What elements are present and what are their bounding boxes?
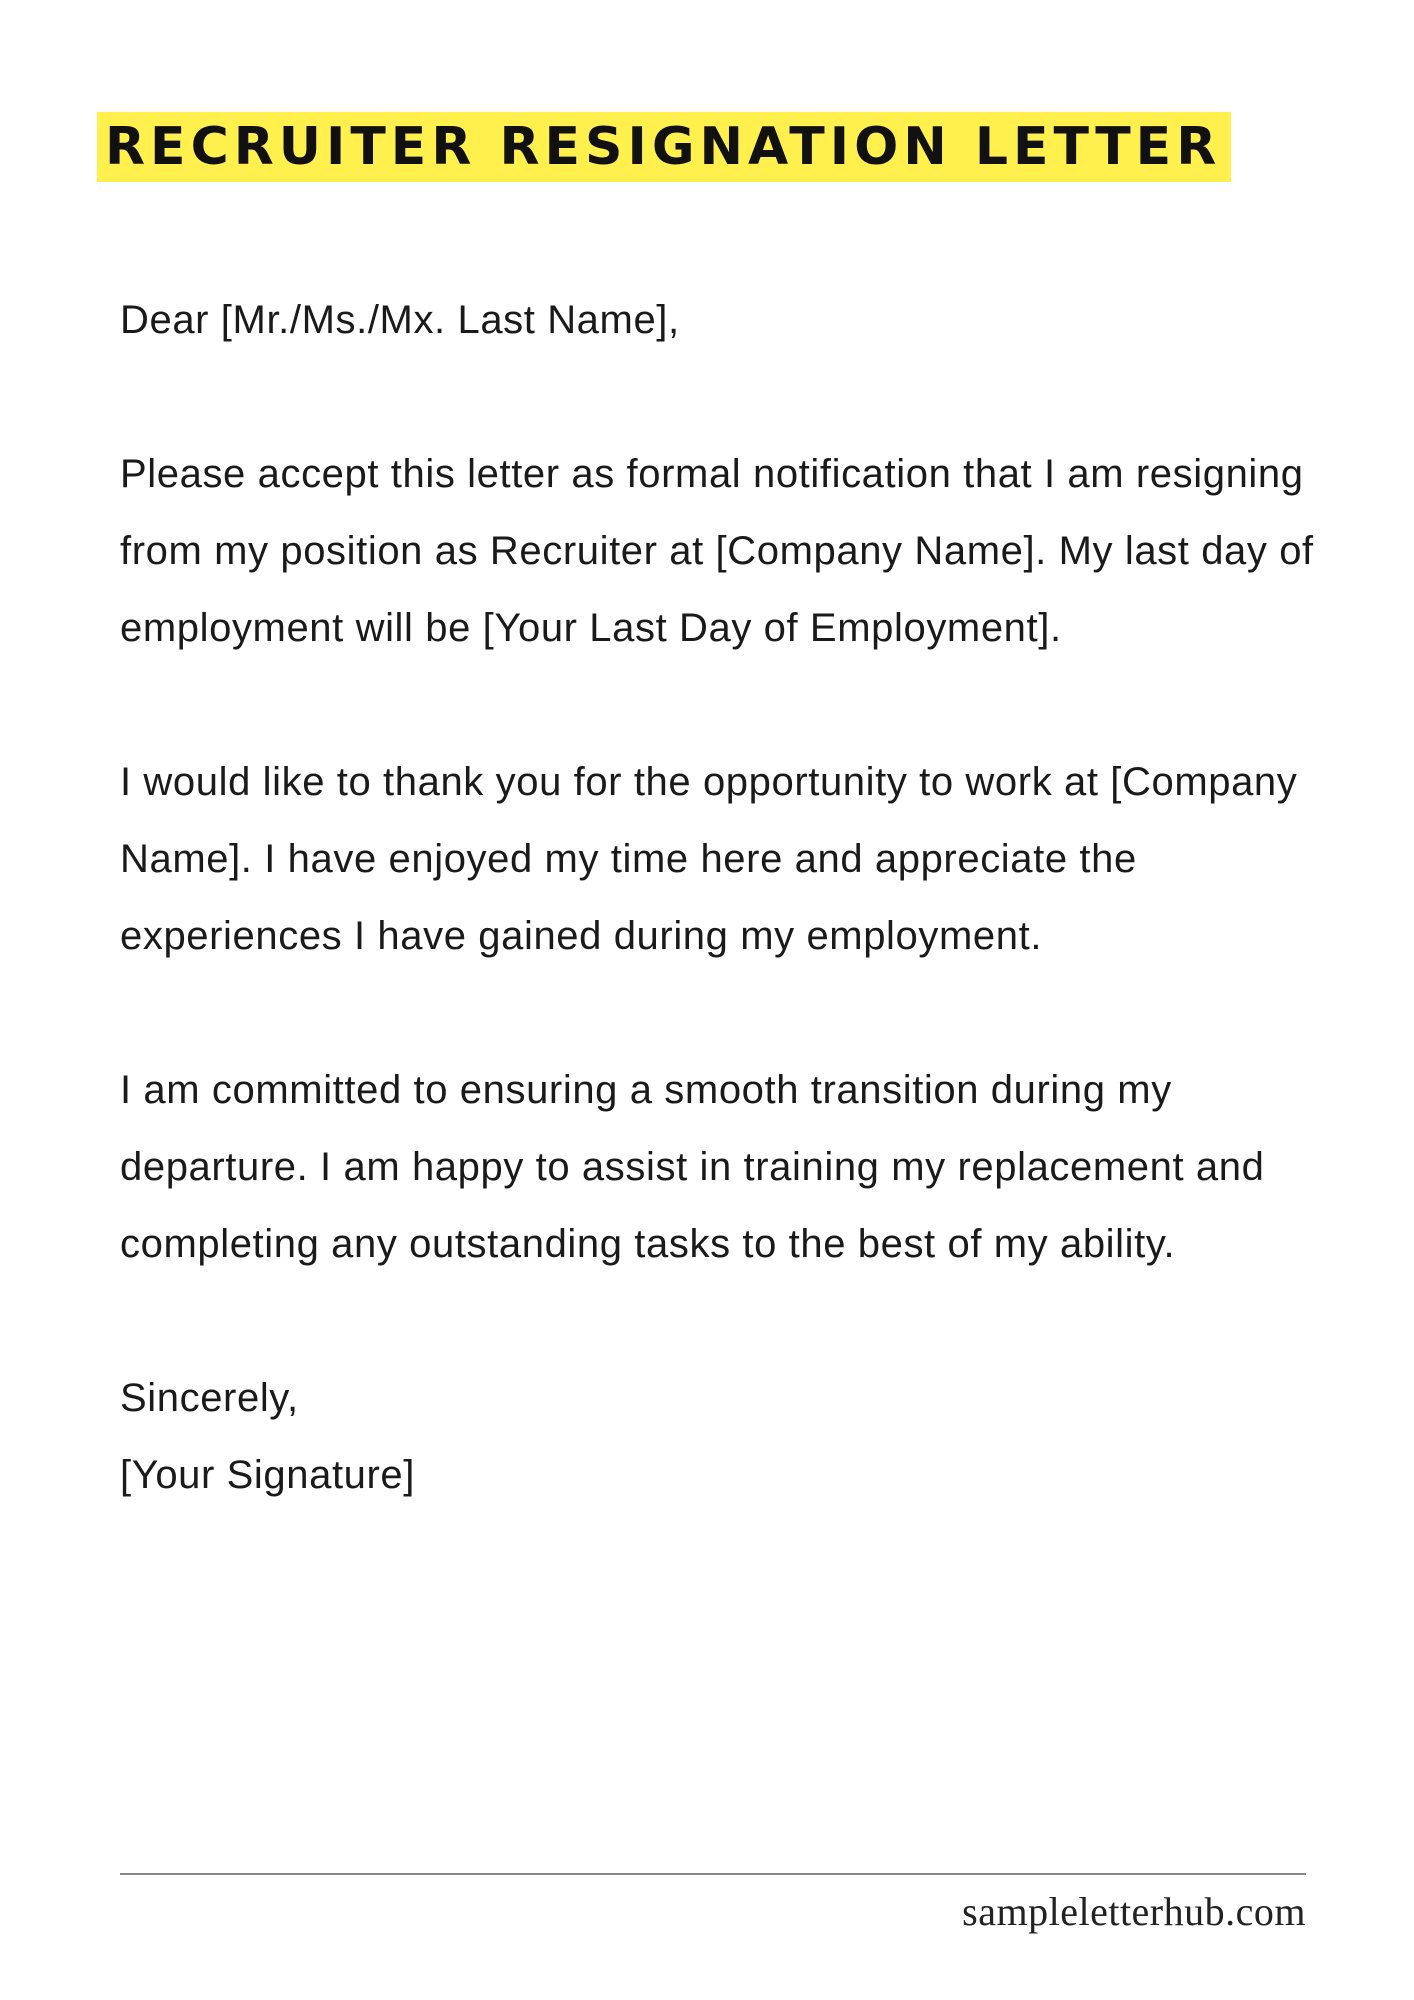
signature-placeholder: [Your Signature]	[120, 1453, 415, 1497]
title-container	[97, 112, 1231, 182]
closing: Sincerely,	[120, 1376, 299, 1420]
footer-website: sampleletterhub.com	[962, 1889, 1306, 1934]
footer-divider	[120, 1873, 1306, 1875]
salutation: Dear [Mr./Ms./Mx. Last Name],	[120, 298, 680, 342]
letter-title: RECRUITER RESIGNATION LETTER	[97, 112, 1231, 182]
paragraph-notification: Please accept this letter as formal notification that I am resigning from my position as Recruiter at [Company Name]. My last day of employment will be [Your Last Day of Employment].	[120, 452, 1314, 650]
paragraph-transition: I am committed to ensuring a smooth transition during my departure. I am happy to assist in training my replacement and completing any outstanding tasks to the best of my ability.	[120, 1068, 1265, 1266]
letter-body	[120, 282, 1365, 1514]
paragraph-thanks: I would like to thank you for the opportunity to work at [Company Name]. I have enjoyed my time here and appreciate the experiences I have gained during my employment.	[120, 760, 1298, 958]
